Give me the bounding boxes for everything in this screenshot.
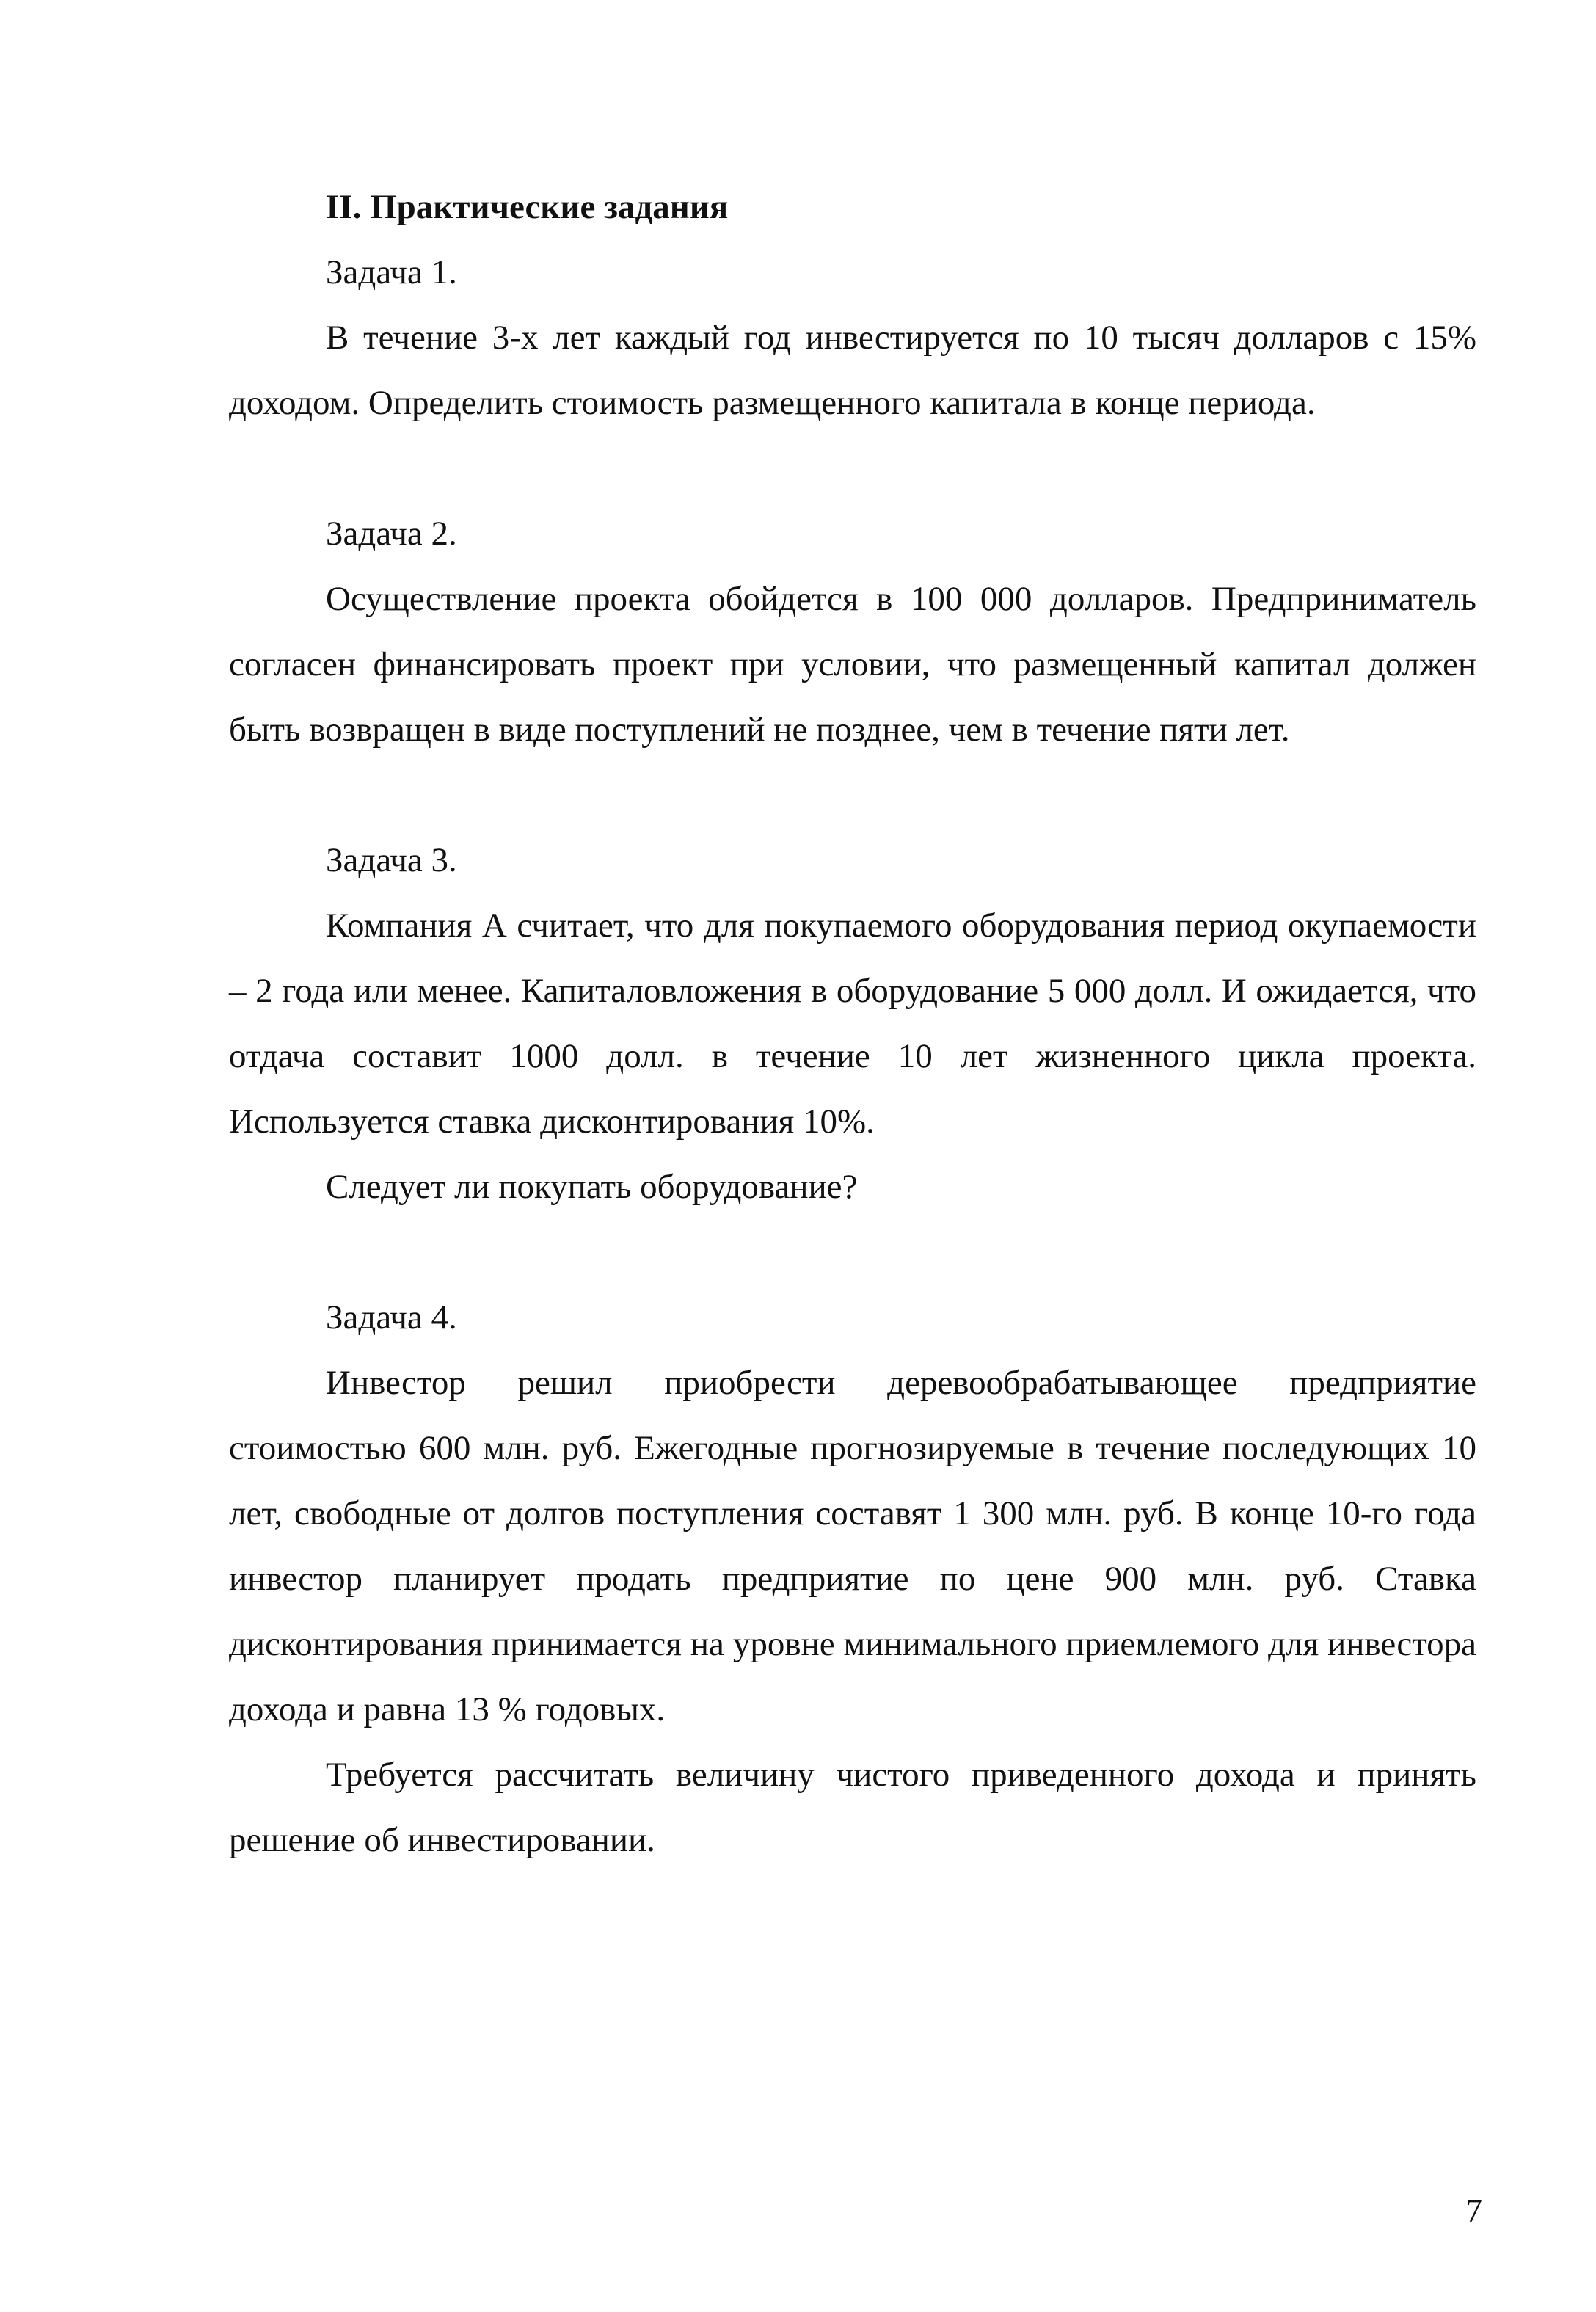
task-paragraph: Инвестор решил приобрести деревообрабатывающее предприятие стоимостью 600 млн. руб. Ежегодные прогнозируемые в течение последующих 10 лет, свободные от долгов поступления составят 1 300 млн. руб. В конце 10-го года инвестор планирует продать предприятие по цене 900 млн. руб. Ставка дисконтирования принимается на уровне минимального приемлемого для инвестора дохода и равна 13 % годовых. bbox=[229, 1364, 1476, 1728]
task-question: Требуется рассчитать величину чистого приведенного дохода и принять решение об инвестировании. bbox=[229, 1756, 1476, 1859]
task-heading: Задача 4. bbox=[326, 1298, 457, 1337]
task-heading: Задача 2. bbox=[326, 515, 457, 553]
task-question: Следует ли покупать оборудование? bbox=[326, 1168, 858, 1206]
task-heading: Задача 3. bbox=[326, 841, 457, 879]
spacer bbox=[229, 1220, 1476, 1285]
page-number: 7 bbox=[1465, 2192, 1482, 2229]
task-paragraph: Осуществление проекта обойдется в 100 000 долларов. Предприниматель согласен финансировать проект при условии, что размещенный капитал должен быть возвращен в виде поступлений не позднее, чем в течение пяти лет. bbox=[229, 580, 1476, 749]
task-paragraph: Компания А считает, что для покупаемого оборудования период окупаемости – 2 года или менее. Капиталовложения в оборудование 5 000 долл. И ожидается, что отдача составит 1000 долл. в течение 10 лет жизненного цикла проекта. Используется ставка дисконтирования 10%. bbox=[229, 906, 1476, 1141]
task-3 bbox=[229, 828, 1476, 1220]
task-heading: Задача 1. bbox=[326, 253, 457, 291]
task-paragraph: В течение 3-х лет каждый год инвестируется по 10 тысяч долларов с 15% доходом. Определить стоимость размещенного капитала в конце периода. bbox=[229, 319, 1476, 422]
section-title: II. Практические задания bbox=[326, 188, 729, 226]
spacer bbox=[229, 763, 1476, 828]
task-1 bbox=[229, 240, 1476, 436]
task-2 bbox=[229, 501, 1476, 763]
spacer bbox=[229, 436, 1476, 501]
task-4 bbox=[229, 1285, 1476, 1873]
page-content bbox=[229, 175, 1476, 1873]
